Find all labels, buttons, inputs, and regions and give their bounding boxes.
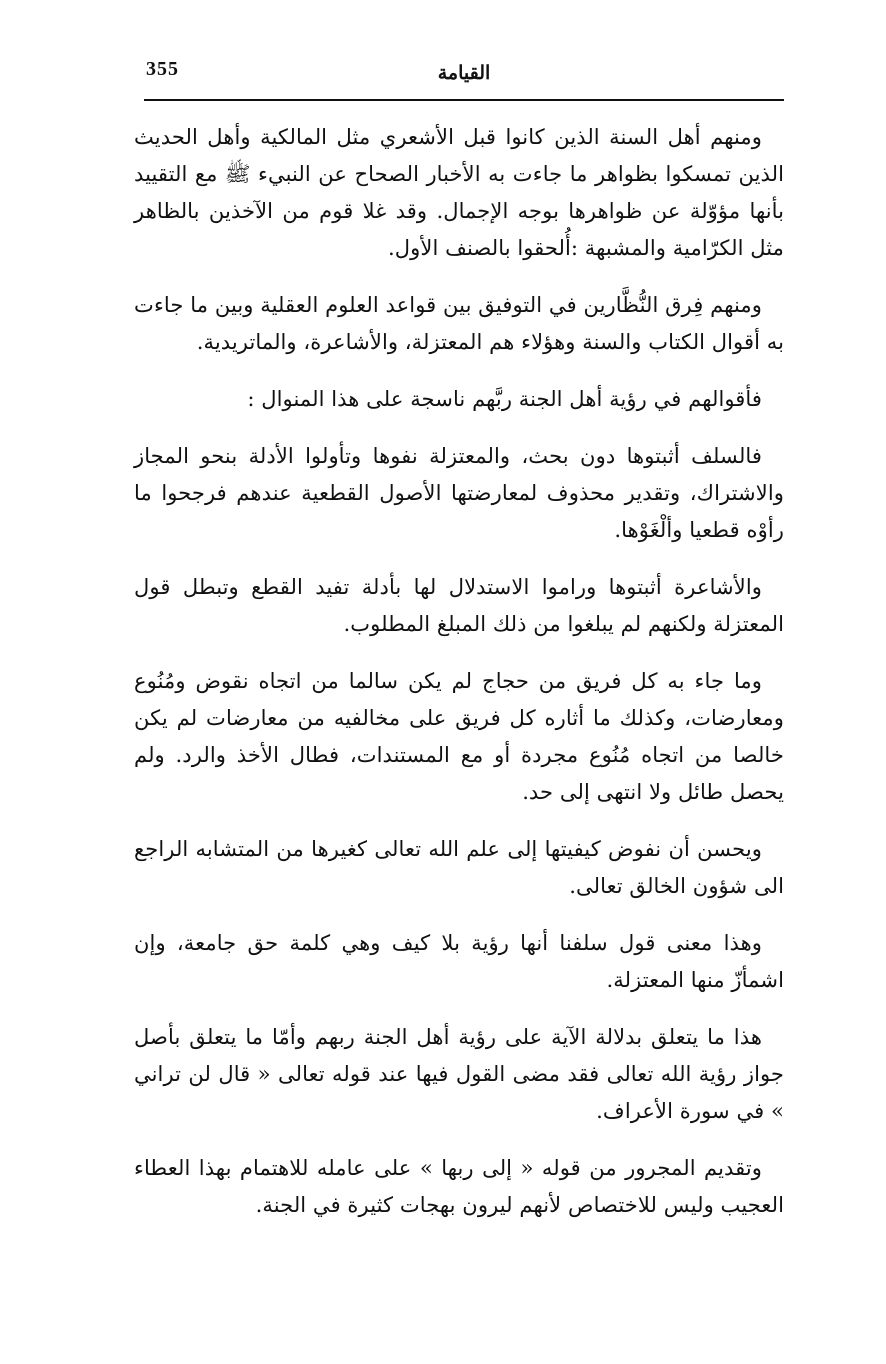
- paragraph-4: فالسلف أثبتوها دون بحث، والمعتزلة نفوها وتأولوا الأدلة بنحو المجاز والاشتراك، وتقدير محذوف لمعارضتها الأصول القطعية عندهم فرجحوا ما رأوْه قطعيا وألْغَوْها.: [134, 443, 784, 542]
- paragraph-10: وتقديم المجرور من قوله « إلى ربها » على عامله للاهتمام بهذا العطاء العجيب وليس للاختصاص لأنهم ليرون بهجات كثيرة في الجنة.: [134, 1155, 784, 1217]
- page-header: [144, 52, 784, 102]
- page-number: 355: [146, 58, 179, 80]
- running-title: القيامة: [437, 62, 491, 84]
- paragraph-9: هذا ما يتعلق بدلالة الآية على رؤية أهل الجنة ربهم وأمّا ما يتعلق بأصل جواز رؤية الله تعالى فقد مضى القول فيها عند قوله تعالى « قال لن تراني » في سورة الأعراف.: [134, 1024, 784, 1123]
- paragraph-3: فأقوالهم في رؤية أهل الجنة ربَّهم ناسجة على هذا المنوال :: [247, 386, 762, 411]
- paragraph-8: وهذا معنى قول سلفنا أنها رؤية بلا كيف وهي كلمة حق جامعة، وإن اشمأزّ منها المعتزلة.: [134, 930, 784, 992]
- paragraph-7: ويحسن أن نفوض كيفيتها إلى علم الله تعالى كغيرها من المتشابه الراجع الى شؤون الخالق تعالى.: [134, 836, 784, 898]
- paragraph-6: وما جاء به كل فريق من حجاج لم يكن سالما من اتجاه نقوض ومُنُوع ومعارضات، وكذلك ما أثاره كل فريق على مخالفيه من معارضات لم يكن خالصا من اتجاه مُنُوع مجردة أو مع المستندات، فطال الأخذ والرد. ولم يحصل طائل ولا انتهى إلى حد.: [134, 668, 784, 804]
- paragraph-5: والأشاعرة أثبتوها وراموا الاستدلال لها بأدلة تفيد القطع وتبطل قول المعتزلة ولكنهم لم يبلغوا من ذلك المبلغ المطلوب.: [134, 574, 784, 636]
- header-rule: [144, 99, 784, 101]
- paragraph-1: ومنهم أهل السنة الذين كانوا قبل الأشعري مثل المالكية وأهل الحديث الذين تمسكوا بظواهر ما جاءت به الأخبار الصحاح عن النبيء ﷺ مع التقييد بأنها مؤوّلة عن ظواهرها بوجه الإجمال. وقد غلا قوم من الآخذين بالظاهر مثل الكرّامية والمشبهة :أُلحقوا بالصنف الأول.: [134, 124, 784, 260]
- body-text: [134, 118, 784, 1243]
- paragraph-2: ومنهم فِرق النُّظَّارين في التوفيق بين قواعد العلوم العقلية وبين ما جاءت به أقوال الكتاب والسنة وهؤلاء هم المعتزلة، والأشاعرة، والماتريدية.: [134, 292, 784, 354]
